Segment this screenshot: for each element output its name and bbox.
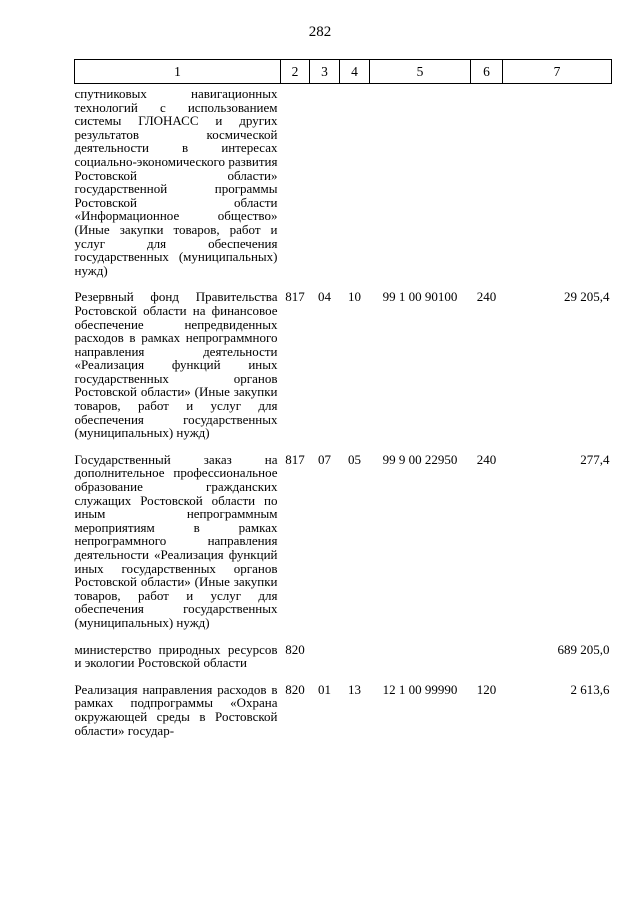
subsection-code	[340, 84, 370, 291]
column-header: 6	[471, 60, 503, 84]
table-row	[75, 84, 612, 291]
amount: 29 205,4	[564, 289, 610, 305]
expense-type-code	[471, 84, 503, 291]
page-number: 282	[308, 24, 332, 40]
subsection-code	[340, 643, 370, 683]
target-article-code: 12 1 00 99990	[382, 681, 458, 697]
ministry-code	[281, 84, 310, 291]
expense-name: министерство природных ресурсов и экологии Ростовской области	[74, 641, 278, 671]
column-header: 1	[75, 60, 281, 84]
amount	[503, 84, 612, 291]
ministry-code: 817	[285, 451, 305, 467]
table-row	[75, 453, 612, 643]
column-header: 4	[340, 60, 370, 84]
table-row	[75, 643, 612, 683]
ministry-code: 820	[285, 681, 305, 697]
section-code: 04	[318, 289, 331, 305]
ministry-code: 820	[285, 641, 305, 657]
section-code	[310, 643, 340, 683]
section-code: 07	[318, 451, 331, 467]
subsection-code: 05	[348, 451, 361, 467]
target-article-code	[370, 643, 471, 683]
column-header: 3	[310, 60, 340, 84]
amount: 689 205,0	[557, 641, 610, 657]
expense-type-code: 120	[476, 681, 497, 697]
section-code	[310, 84, 340, 291]
column-header: 5	[370, 60, 471, 84]
amount: 277,4	[580, 451, 610, 467]
section-code: 01	[318, 681, 331, 697]
ministry-code: 817	[285, 289, 305, 305]
subsection-code: 10	[348, 289, 361, 305]
expense-name: Резервный фонд Правительства Ростовской области на финансовое обеспечение непредвиденных расходов в рамках непрограммного направления деятельности «Реализация функций иных государственных органов Ростовской области» (Иные закупки товаров, работ и услуг для обеспечения государственных (муниципальных) нужд)	[74, 289, 278, 441]
budget-table	[74, 59, 612, 737]
expense-type-code	[471, 643, 503, 683]
subsection-code: 13	[348, 681, 361, 697]
target-article-code: 99 1 00 90100	[382, 289, 458, 305]
expense-type-code: 240	[476, 289, 497, 305]
expense-name: Реализация направления расходов в рамках подпрограммы «Охрана окружающей среды в Ростовской области» государ-	[74, 681, 278, 738]
column-header: 7	[503, 60, 612, 84]
header-row	[75, 60, 612, 84]
table-row	[75, 290, 612, 453]
amount: 2 613,6	[570, 681, 610, 697]
column-header: 2	[281, 60, 310, 84]
expense-type-code: 240	[476, 451, 497, 467]
table-row	[75, 683, 612, 737]
target-article-code	[370, 84, 471, 291]
expense-name: спутниковых навигационных технологий с использованием системы ГЛОНАСС и других результатов космической деятельности в интересах социально-экономического развития Ростовской области» государственной программы Ростовской области «Информационное общество» (Иные закупки товаров, работ и услуг для обеспечения государственных (муниципальных) нужд)	[74, 86, 278, 278]
target-article-code: 99 9 00 22950	[382, 451, 458, 467]
expense-name: Государственный заказ на дополнительное профессиональное образование гражданских служащих Ростовской области по иным непрограммным мероприятиям в рамках непрограммного направления деятельности «Реализация функций иных государственных органов Ростовской области» (Иные закупки товаров, работ и услуг для обеспечения государственных (муниципальных) нужд)	[74, 451, 278, 630]
